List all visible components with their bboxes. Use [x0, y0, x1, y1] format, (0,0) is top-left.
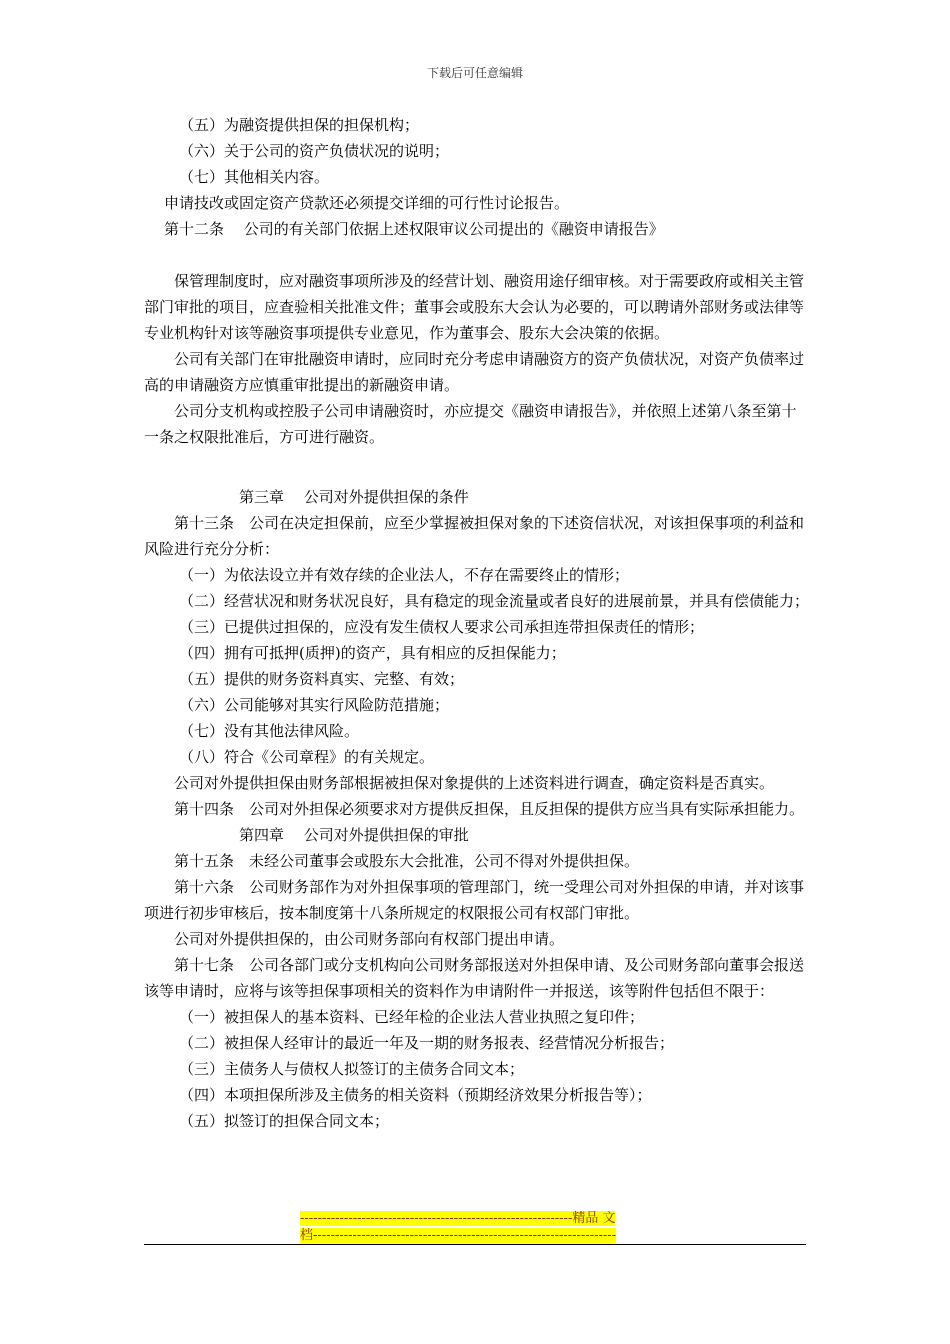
list-item: （六）公司能够对其实行风险防范措施；	[179, 696, 450, 714]
footer-watermark	[300, 1210, 650, 1244]
footer-divider	[144, 1244, 806, 1245]
page-header: 下载后可任意编辑	[426, 66, 523, 80]
list-item: （二）被担保人经审计的最近一年及一期的财务报表、经营情况分析报告；	[179, 1034, 675, 1052]
list-item: （一）被担保人的基本资料、已经年检的企业法人营业执照之复印件；	[179, 1008, 645, 1026]
list-item: （四）拥有可抵押(质押)的资产，具有相应的反担保能力；	[179, 644, 566, 662]
list-item: （四）本项担保所涉及主债务的相关资料（预期经济效果分析报告等）；	[179, 1086, 652, 1104]
paragraph: 申请技改或固定资产贷款还必须提交详细的可行性讨论报告。	[164, 194, 570, 212]
article-paragraph: 第十四条 公司对外担保必须要求对方提供反担保，且反担保的提供方应当具有实际承担能力。	[174, 800, 805, 818]
list-item: （八）符合《公司章程》的有关规定。	[179, 748, 435, 766]
list-item: （三）主债务人与债权人拟签订的主债务合同文本；	[179, 1060, 525, 1078]
article-paragraph: 第十五条 未经公司董事会或股东大会批准，公司不得对外提供担保。	[174, 852, 640, 870]
paragraph: 公司分支机构或控股子公司申请融资时，亦应提交《融资申请报告》，并依照上述第八条至第十一条之权限批准后，方可进行融资。	[144, 402, 797, 446]
paragraph: 公司有关部门在审批融资申请时，应同时充分考虑申请融资方的资产负债状况，对资产负债率过高的申请融资方应慎重审批提出的新融资申请。	[144, 350, 805, 394]
chapter-title: 第四章 公司对外提供担保的审批	[239, 826, 469, 844]
article-paragraph: 第十七条 公司各部门或分支机构向公司财务部报送对外担保申请、及公司财务部向董事会报送该等申请时，应将与该等担保事项相关的资料作为申请附件一并报送，该等附件包括但不限于：	[144, 956, 805, 1000]
paragraph: 公司对外提供担保由财务部根据被担保对象提供的上述资料进行调查，确定资料是否真实。	[174, 774, 775, 792]
list-item: （五）提供的财务资料真实、完整、有效；	[179, 670, 465, 688]
list-item: （五）拟签订的担保合同文本；	[179, 1112, 390, 1130]
paragraph: 公司对外提供担保的，由公司财务部向有权部门提出申请。	[174, 930, 565, 948]
list-item: （一）为依法设立并有效存续的企业法人，不存在需要终止的情形；	[179, 566, 630, 584]
paragraph: 保管理制度时，应对融资事项所涉及的经营计划、融资用途仔细审核。对于需要政府或相关主管部门审批的项目，应查验相关批准文件；董事会或股东大会认为必要的，可以聘请外部财务或法律等专业机构针对该等融资事项提供专业意见，作为董事会、股东大会决策的依据。	[144, 272, 805, 342]
list-item: （二）经营状况和财务状况良好，具有稳定的现金流量或者良好的进展前景，并具有偿债能力；	[179, 592, 810, 610]
list-item: （五）为融资提供担保的担保机构；	[179, 116, 420, 134]
document-body	[144, 112, 809, 1134]
list-item: （六）关于公司的资产负债状况的说明；	[179, 142, 450, 160]
list-item: （三）已提供过担保的，应没有发生债权人要求公司承担连带担保责任的情形；	[179, 618, 705, 636]
chapter-title: 第三章 公司对外提供担保的条件	[239, 488, 469, 506]
blank-line	[144, 242, 809, 268]
list-item: （七）没有其他法律风险。	[179, 722, 360, 740]
blank-line	[144, 450, 809, 476]
article-paragraph: 第十三条 公司在决定担保前，应至少掌握被担保对象的下述资信状况，对该担保事项的利益和风险进行充分分析：	[144, 514, 805, 558]
list-item: （七）其他相关内容。	[179, 168, 330, 186]
footer-line-1: --------------------------------------------------------------精品 文	[300, 1211, 616, 1226]
article-heading: 第十二条 公司的有关部门依据上述权限审议公司提出的《融资申请报告》	[164, 220, 664, 238]
footer-line-2: 档---------------------------------------------------------------------	[300, 1228, 617, 1243]
article-paragraph: 第十六条 公司财务部作为对外担保事项的管理部门，统一受理公司对外担保的申请，并对该事项进行初步审核后，按本制度第十八条所规定的权限报公司有权部门审批。	[144, 878, 805, 922]
